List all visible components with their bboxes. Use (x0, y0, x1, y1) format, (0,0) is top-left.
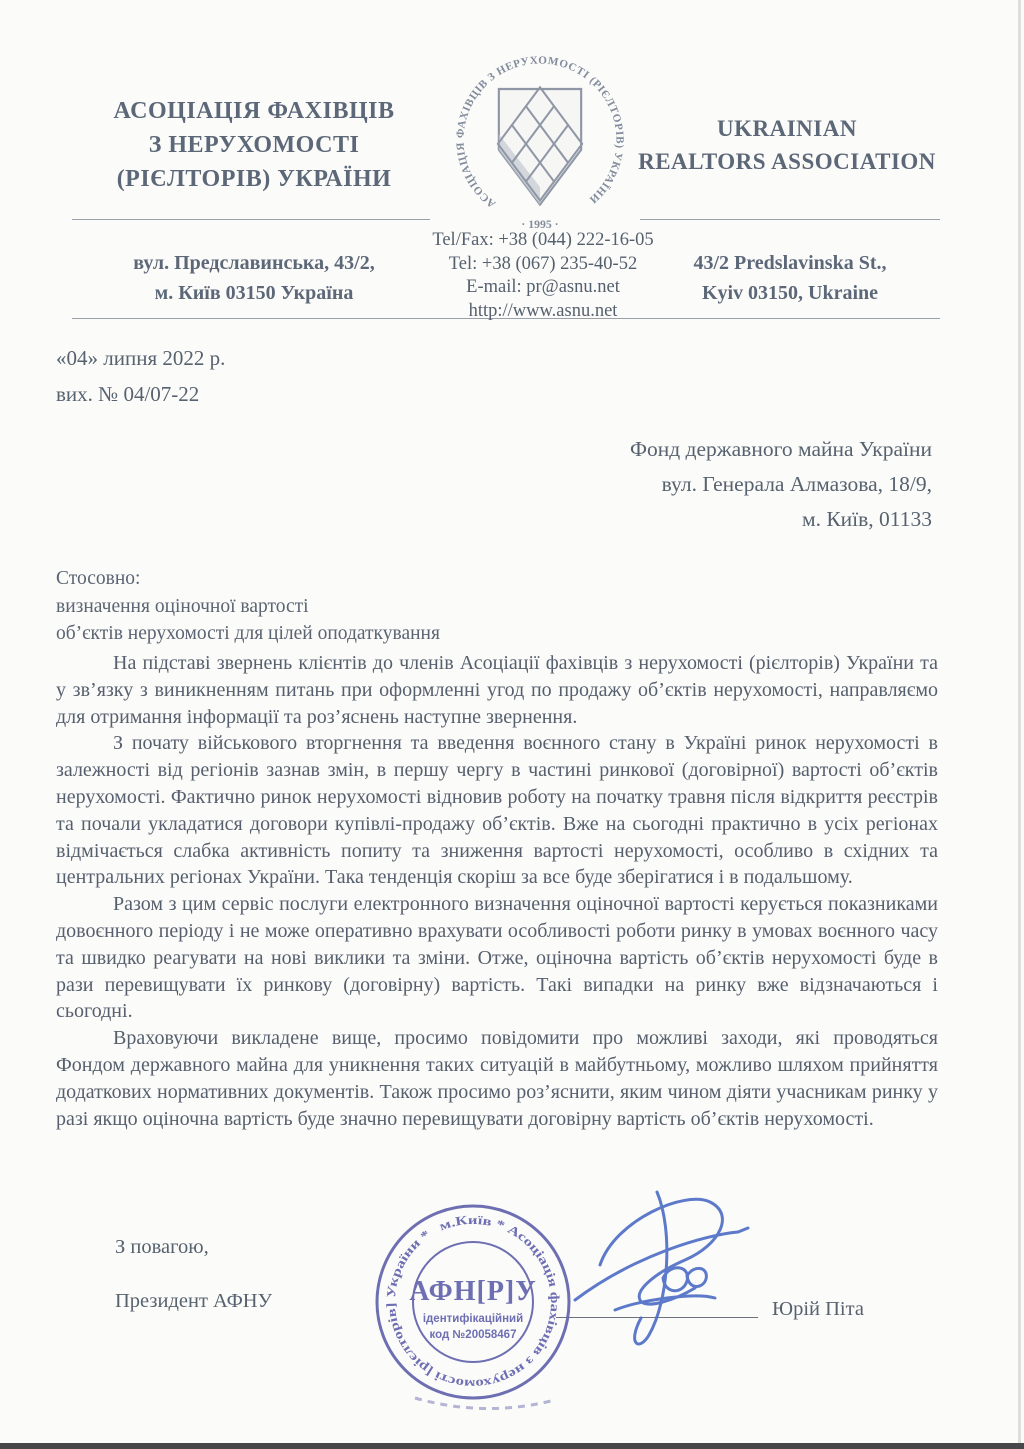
org-name-ua-line: (РІЄЛТОРІВ) УКРАЇНИ (116, 166, 392, 192)
body-paragraph: Разом з цим сервіс послуги електронного визначення оціночної вартості керується показниками довоєнного періоду і не може оперативно врахувати особливості роботи ринку в умовах воєнного часу та швидко реагувати на нові виклики та зміни. Отже, оціночна вартість об’єктів нерухомості буде в рази перевищувати їх ринкову (договірну) вартість. Такі випадки на ринку вже відзначаються і сьогодні. (56, 893, 938, 1023)
address-english (640, 248, 940, 308)
recipient-line: м. Київ, 01133 (801, 507, 932, 531)
org-name-en-line: UKRAINIAN (717, 116, 857, 141)
stamp-ring-text: м.Київ * Асоціація фахівців з нерухомості [рієлторів] України * (383, 1213, 563, 1392)
contact-tel: Tel: +38 (067) 235-40-52 (448, 253, 638, 274)
association-logo-icon (442, 40, 638, 236)
body-paragraph: Враховуючи викладене вище, просимо повідомити про можливі заходи, які проводяться Фондом державного майна для уникнення таких ситуацій в майбутньому, можливо шляхом прийняття додаткових нормативних документів. Також просимо роз’яснити, яким чином діяти учасникам ринку у разі якщо оціночна вартість буде значно перевищувати договірну вартість об’єктів нерухомості. (56, 1027, 938, 1130)
address-ua-line: вул. Предславинська, 43/2, (133, 252, 375, 274)
recipient-block (630, 432, 932, 537)
body-paragraph: З почату військового вторгнення та введення воєнного стану в Україні ринок нерухомості в залежності від регіонів зазнав змін, в першу чергу в частині ринкової (договірної) вартості об’єктів нерухомості. Фактично ринок нерухомості відновив роботу на початку травня після відкриття реєстрів та почали укладатися договори купівлі-продажу об’єктів. Вже на сьогодні практично в усіх регіонах відмічається слабка активність попиту та зниження вартості нерухомості, особливо в східних та центральних регіонах України. Така тенденція скоріш за все буде зберігатися і в подальшому. (56, 732, 938, 889)
subject-line: визначення оціночної вартості (56, 595, 309, 617)
signer-name: Юрій Піта (772, 1298, 864, 1320)
contact-block (412, 229, 674, 323)
letter-date: «04» липня 2022 р. (56, 346, 226, 370)
signature-scribble (545, 1150, 905, 1380)
signer-title: Президент АФНУ (115, 1290, 273, 1312)
org-name-en-line: REALTORS ASSOCIATION (638, 149, 936, 174)
subject-line: об’єктів нерухомості для цілей оподаткування (56, 623, 440, 644)
header-divider-left (72, 219, 430, 220)
letter-meta (56, 340, 225, 412)
subject-label: Стосовно: (56, 568, 141, 589)
org-name-ua-line: АСОЦІАЦІЯ ФАХІВЦІВ (113, 98, 395, 124)
address-ukrainian (84, 248, 424, 308)
org-name-ua-line: З НЕРУХОМОСТІ (148, 132, 360, 158)
logo-year-text: · 1995 · (521, 218, 559, 232)
scan-edge-bottom (0, 1443, 1024, 1449)
scan-edge-right (1018, 0, 1021, 1449)
header-divider-right (640, 219, 940, 220)
recipient-line: вул. Генерала Алмазова, 18/9, (661, 472, 932, 496)
contact-telfax: Tel/Fax: +38 (044) 222-16-05 (432, 230, 654, 250)
recipient-line: Фонд державного майна України (630, 437, 932, 461)
address-ua-line: м. Київ 03150 Україна (154, 282, 354, 304)
address-en-line: Kyiv 03150, Ukraine (701, 282, 879, 304)
subject-block (56, 565, 440, 648)
letter-ref-number: вих. № 04/07-22 (56, 382, 200, 406)
contact-website: http://www.asnu.net (468, 300, 618, 321)
stamp-abbreviation: АФН[Р]У (409, 1276, 537, 1307)
logo-ring-text: АСОЦІАЦІЯ ФАХІВЦІВ З НЕРУХОМОСТІ (РІЄЛТОРІВ) УКРАЇНИ (454, 54, 626, 210)
stamp-id-label: ідентифікаційний (422, 1313, 524, 1325)
contact-email: E-mail: pr@asnu.net (466, 277, 620, 297)
org-name-english (626, 112, 948, 178)
stamp-id-number: код №20058467 (429, 1329, 517, 1341)
stamp-smudge-mark (410, 1392, 560, 1418)
closing-regards: З повагою, (115, 1236, 209, 1258)
address-en-line: 43/2 Predslavinska St., (693, 252, 887, 274)
letter-body (56, 650, 938, 1132)
org-name-ukrainian (84, 94, 424, 196)
body-paragraph: На підставі звернень клієнтів до членів Асоціації фахівців з нерухомості (рієлторів) України та у зв’язку з виникненням питань при оформленні угод по продажу об’єктів нерухомості, направляємо для отримання інформації та роз’яснень наступне звернення. (56, 652, 938, 728)
